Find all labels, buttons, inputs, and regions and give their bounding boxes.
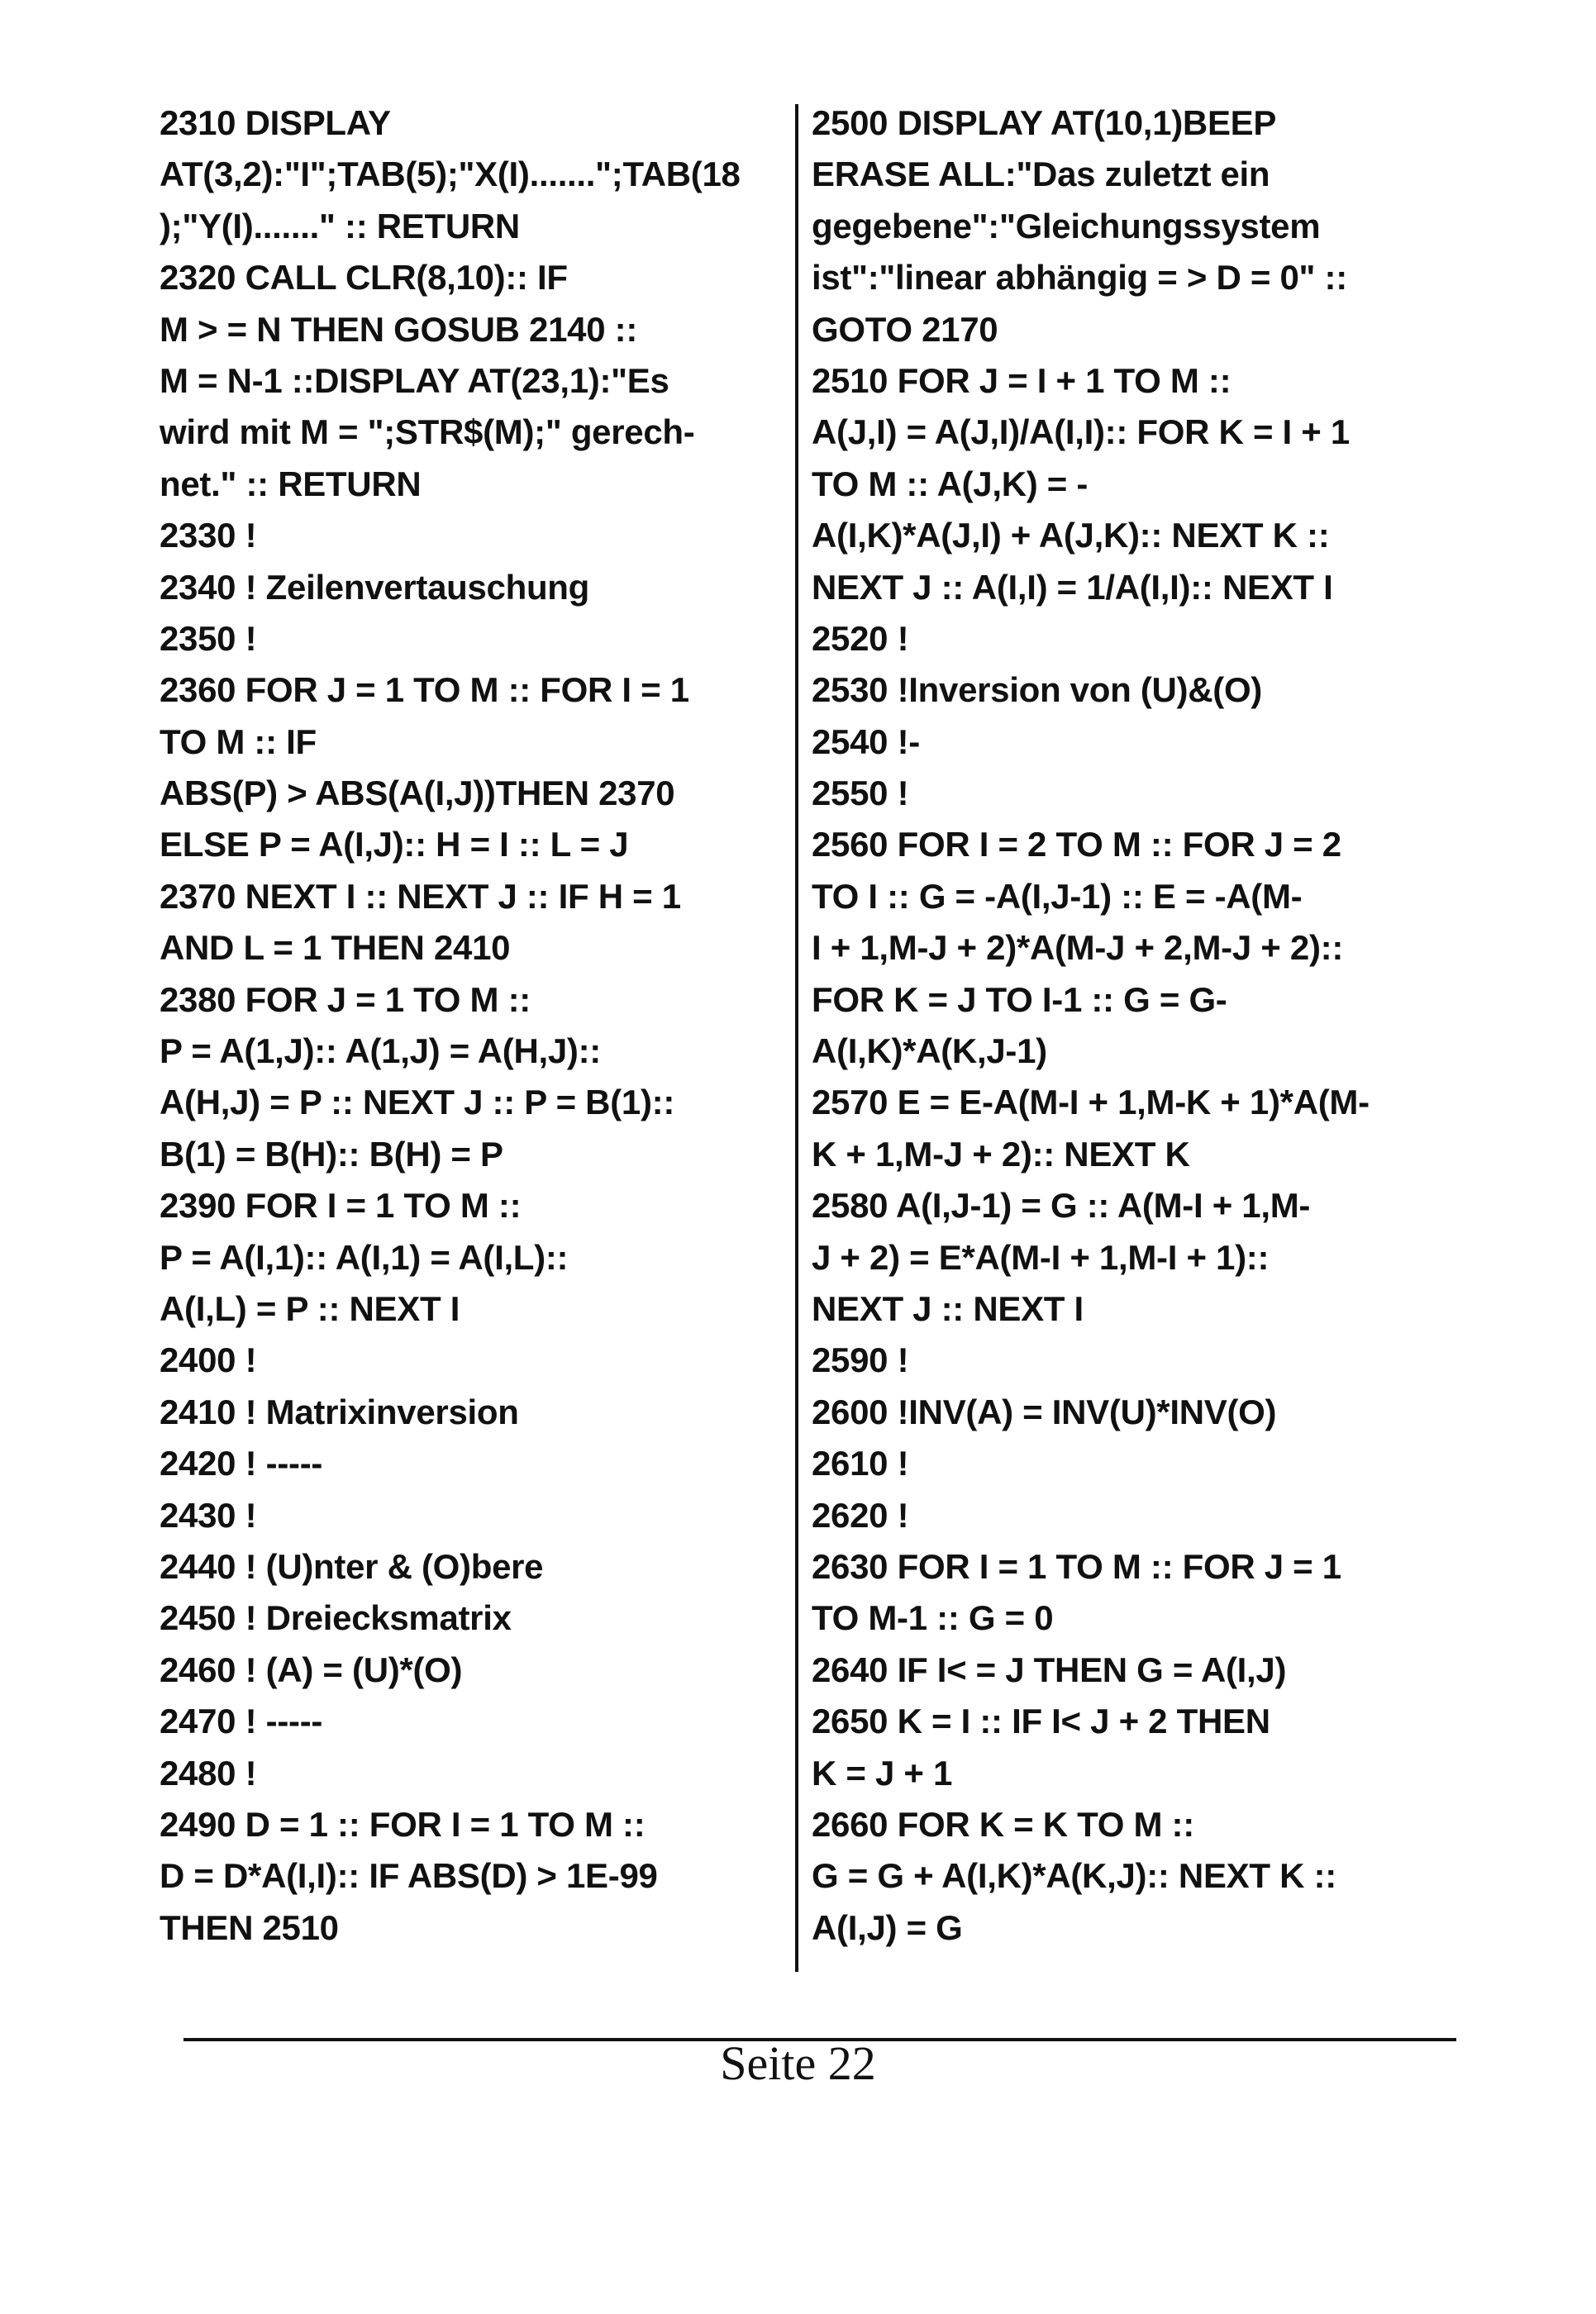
code-line: 2390 FOR I = 1 TO M :: [160, 1186, 522, 1226]
code-line: A(H,J) = P :: NEXT J :: P = B(1):: [160, 1083, 674, 1122]
code-line: 2460 ! (A) = (U)*(O) [160, 1650, 463, 1689]
code-line: 2420 ! ----- [160, 1444, 323, 1483]
code-line: GOTO 2170 [812, 309, 998, 349]
code-line: 2380 FOR J = 1 TO M :: [160, 979, 531, 1019]
code-line: 2490 D = 1 :: FOR I = 1 TO M :: [160, 1804, 646, 1844]
code-line: P = A(1,J):: A(1,J) = A(H,J):: [160, 1031, 601, 1071]
code-line: 2440 ! (U)nter & (O)bere [160, 1546, 544, 1586]
code-line: D = D*A(I,I):: IF ABS(D) > 1E-99 [160, 1856, 658, 1896]
column-divider [795, 104, 798, 1972]
code-line: wird mit M = ";STR$(M);" gerech- [160, 412, 695, 452]
code-line: 2450 ! Dreiecksmatrix [160, 1598, 512, 1638]
code-line: ABS(P) > ABS(A(I,J))THEN 2370 [160, 774, 675, 813]
code-line: P = A(I,1):: A(I,1) = A(I,L):: [160, 1237, 569, 1277]
code-line: net." :: RETURN [160, 464, 422, 503]
page-number: Seite 22 [720, 2036, 876, 2090]
code-line: 2570 E = E-A(M-I + 1,M-K + 1)*A(M- [812, 1083, 1370, 1122]
code-line: 2630 FOR I = 1 TO M :: FOR J = 1 [812, 1546, 1341, 1586]
code-line: 2550 ! [812, 774, 909, 813]
code-line: 2640 IF I< = J THEN G = A(I,J) [812, 1650, 1287, 1689]
code-line: 2540 !- [812, 721, 920, 761]
code-line: NEXT J :: A(I,I) = 1/A(I,I):: NEXT I [812, 567, 1333, 607]
code-line: 2400 ! [160, 1340, 257, 1380]
right-code-column [812, 98, 1456, 1954]
code-line: I + 1,M-J + 2)*A(M-J + 2,M-J + 2):: [812, 928, 1344, 968]
code-line: A(J,I) = A(J,I)/A(I,I):: FOR K = I + 1 [812, 412, 1350, 452]
code-line: TO M-1 :: G = 0 [812, 1598, 1054, 1638]
code-line: 2620 ! [812, 1495, 909, 1535]
code-line: 2470 ! ----- [160, 1702, 323, 1741]
code-line: 2610 ! [812, 1444, 909, 1483]
code-line: 2330 ! [160, 516, 257, 555]
code-line: J + 2) = E*A(M-I + 1,M-I + 1):: [812, 1237, 1270, 1277]
code-line: 2410 ! Matrixinversion [160, 1392, 519, 1431]
code-line: 2650 K = I :: IF I< J + 2 THEN [812, 1702, 1270, 1741]
code-line: 2560 FOR I = 2 TO M :: FOR J = 2 [812, 825, 1341, 864]
code-line: 2360 FOR J = 1 TO M :: FOR I = 1 [160, 670, 689, 710]
code-line: A(I,J) = G [812, 1907, 963, 1947]
code-line: 2590 ! [812, 1340, 909, 1380]
code-line: A(I,L) = P :: NEXT I [160, 1288, 460, 1328]
code-line: 2340 ! Zeilenvertauschung [160, 567, 590, 607]
code-line: 2600 !INV(A) = INV(U)*INV(O) [812, 1392, 1277, 1431]
code-line: 2520 ! [812, 618, 909, 658]
code-line: THEN 2510 [160, 1907, 339, 1947]
code-line: 2660 FOR K = K TO M :: [812, 1804, 1194, 1844]
code-line: 2430 ! [160, 1495, 257, 1535]
code-line: ist":"linear abhängig = > D = 0" :: [812, 258, 1347, 298]
code-line: ELSE P = A(I,J):: H = I :: L = J [160, 825, 629, 864]
code-line: gegebene":"Gleichungssystem [812, 206, 1321, 245]
code-line: );"Y(I)......." :: RETURN [160, 206, 520, 245]
code-line: 2530 !Inversion von (U)&(O) [812, 670, 1262, 710]
code-line: A(I,K)*A(K,J-1) [812, 1031, 1047, 1071]
code-line: A(I,K)*A(J,I) + A(J,K):: NEXT K :: [812, 516, 1330, 555]
code-line: 2510 FOR J = I + 1 TO M :: [812, 360, 1232, 400]
code-line: TO I :: G = -A(I,J-1) :: E = -A(M- [812, 876, 1303, 916]
code-line: FOR K = J TO I-1 :: G = G- [812, 979, 1227, 1019]
code-line: AT(3,2):"I";TAB(5);"X(I).......";TAB(18 [160, 155, 741, 194]
code-line: G = G + A(I,K)*A(K,J):: NEXT K :: [812, 1856, 1336, 1896]
left-code-column [160, 98, 804, 1954]
code-line: 2580 A(I,J-1) = G :: A(M-I + 1,M- [812, 1186, 1311, 1226]
code-line: 2350 ! [160, 618, 257, 658]
code-line: K = J + 1 [812, 1753, 953, 1793]
code-line: K + 1,M-J + 2):: NEXT K [812, 1134, 1190, 1174]
code-line: TO M :: A(J,K) = - [812, 464, 1089, 503]
code-line: 2310 DISPLAY [160, 103, 391, 142]
code-line: B(1) = B(H):: B(H) = P [160, 1134, 503, 1174]
code-line: 2370 NEXT I :: NEXT J :: IF H = 1 [160, 876, 681, 916]
code-line: M = N-1 ::DISPLAY AT(23,1):"Es [160, 360, 669, 400]
code-line: AND L = 1 THEN 2410 [160, 928, 511, 968]
code-line: ERASE ALL:"Das zuletzt ein [812, 155, 1270, 194]
code-line: M > = N THEN GOSUB 2140 :: [160, 309, 638, 349]
code-line: 2320 CALL CLR(8,10):: IF [160, 258, 568, 298]
code-line: NEXT J :: NEXT I [812, 1288, 1084, 1328]
code-line: TO M :: IF [160, 721, 317, 761]
code-line: 2480 ! [160, 1753, 257, 1793]
code-line: 2500 DISPLAY AT(10,1)BEEP [812, 103, 1277, 142]
